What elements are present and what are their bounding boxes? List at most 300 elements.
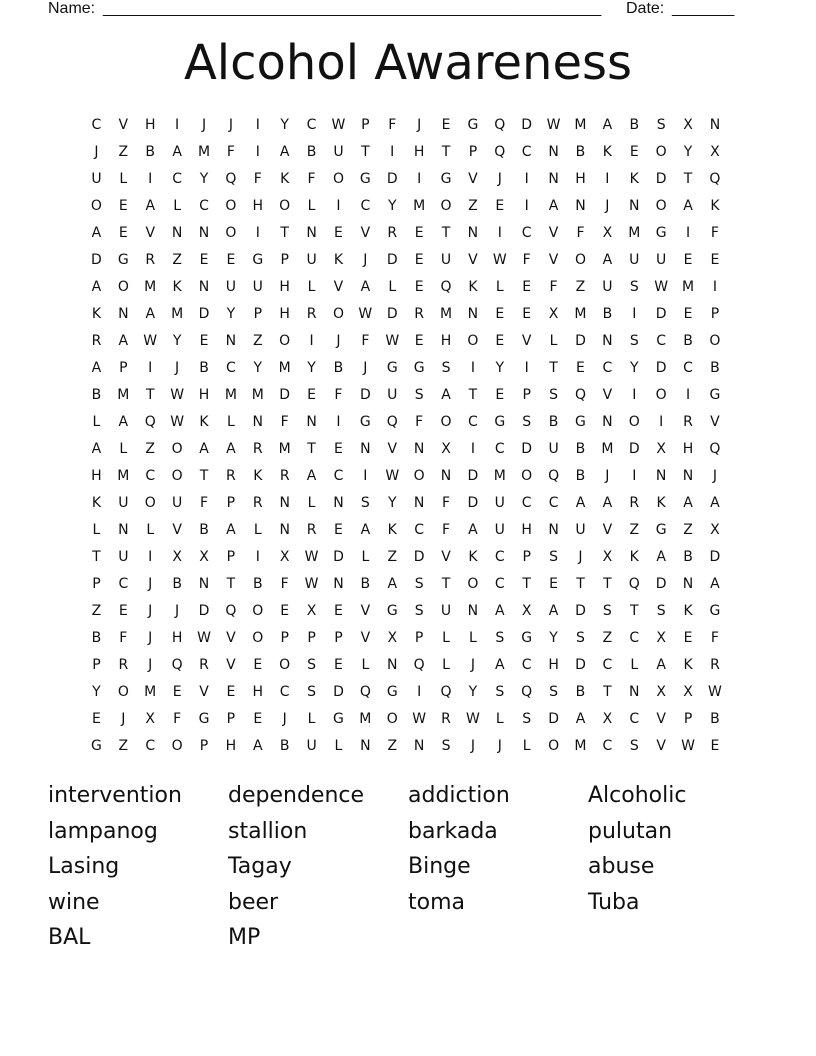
grid-letter: U bbox=[118, 549, 129, 565]
grid-letter: V bbox=[548, 225, 559, 241]
grid-letter: D bbox=[413, 549, 425, 565]
grid-letter: L bbox=[442, 630, 450, 646]
grid-letter: W bbox=[385, 333, 400, 349]
grid-letter: C bbox=[521, 225, 532, 241]
grid-letter: T bbox=[683, 171, 693, 187]
grid-letter: J bbox=[470, 738, 475, 754]
grid-letter: C bbox=[629, 630, 640, 646]
grid-letter: C bbox=[521, 495, 532, 511]
grid-letter: V bbox=[602, 522, 613, 538]
grid-letter: P bbox=[710, 306, 720, 322]
grid-letter: I bbox=[685, 225, 691, 241]
grid-letter: P bbox=[683, 711, 693, 727]
grid-letter: Z bbox=[575, 279, 586, 295]
grid-letter: N bbox=[171, 225, 183, 241]
grid-letter: E bbox=[522, 279, 532, 295]
grid-letter: E bbox=[522, 306, 532, 322]
grid-letter: Z bbox=[252, 333, 263, 349]
grid-letter: A bbox=[91, 441, 102, 457]
grid-letter: B bbox=[683, 333, 693, 349]
grid-letter: W bbox=[681, 738, 695, 754]
grid-letter: A bbox=[253, 738, 263, 754]
grid-letter: C bbox=[521, 144, 532, 160]
grid-letter: C bbox=[279, 684, 290, 700]
grid-letter: U bbox=[306, 252, 317, 268]
grid-letter: D bbox=[575, 333, 586, 349]
grid-letter: L bbox=[630, 657, 639, 673]
grid-letter: P bbox=[253, 306, 263, 322]
grid-letter: K bbox=[683, 603, 693, 619]
grid-letter: J bbox=[175, 603, 180, 619]
grid-letter: Z bbox=[118, 144, 129, 160]
grid-letter: Y bbox=[172, 333, 182, 349]
grid-letter: G bbox=[117, 252, 129, 268]
grid-letter: R bbox=[199, 657, 209, 673]
grid-letter: A bbox=[548, 198, 559, 214]
grid-letter: T bbox=[441, 225, 451, 241]
grid-letter: G bbox=[359, 171, 371, 187]
word-bank-item: beer bbox=[228, 889, 279, 915]
grid-letter: C bbox=[548, 495, 559, 511]
grid-letter: O bbox=[332, 306, 344, 322]
grid-letter: R bbox=[252, 441, 263, 457]
grid-letter: C bbox=[629, 711, 640, 727]
word-bank-item: Alcoholic bbox=[588, 783, 687, 808]
grid-letter: S bbox=[441, 738, 451, 754]
grid-letter: A bbox=[548, 603, 559, 619]
grid-letter: C bbox=[468, 414, 478, 430]
grid-letter: R bbox=[118, 657, 129, 673]
grid-letter: O bbox=[548, 738, 560, 754]
grid-letter: B bbox=[575, 684, 586, 700]
grid-letter: O bbox=[655, 144, 667, 160]
grid-letter: Q bbox=[144, 414, 156, 430]
grid-letter: B bbox=[199, 522, 209, 538]
grid-letter: N bbox=[413, 738, 425, 754]
grid-letter: F bbox=[253, 171, 262, 187]
grid-letter: N bbox=[306, 225, 317, 241]
grid-letter: U bbox=[602, 279, 613, 295]
grid-letter: N bbox=[629, 198, 640, 214]
grid-letter: W bbox=[492, 252, 507, 268]
grid-letter: W bbox=[143, 333, 158, 349]
grid-letter: F bbox=[549, 279, 558, 295]
grid-letter: V bbox=[656, 711, 666, 727]
grid-letter: S bbox=[495, 630, 505, 646]
grid-letter: D bbox=[386, 252, 398, 268]
grid-letter: M bbox=[144, 279, 157, 295]
grid-letter: I bbox=[497, 225, 502, 241]
grid-letter: X bbox=[279, 549, 290, 565]
grid-letter: A bbox=[118, 333, 129, 349]
grid-letter: V bbox=[360, 630, 371, 646]
grid-letter: S bbox=[414, 387, 424, 403]
grid-letter: V bbox=[118, 117, 129, 133]
grid-letter: D bbox=[655, 360, 667, 376]
page-title: Alcohol Awareness bbox=[183, 35, 633, 91]
grid-letter: G bbox=[655, 225, 667, 241]
grid-letter: A bbox=[360, 279, 371, 295]
grid-letter: C bbox=[602, 738, 613, 754]
grid-letter: S bbox=[549, 387, 559, 403]
grid-letter: B bbox=[360, 576, 371, 592]
grid-letter: I bbox=[524, 360, 529, 376]
word-bank-item: Binge bbox=[408, 854, 471, 880]
word-bank-item: MP bbox=[228, 925, 261, 951]
grid-letter: P bbox=[522, 549, 531, 565]
grid-letter: K bbox=[199, 414, 209, 430]
grid-letter: J bbox=[497, 171, 502, 187]
grid-letter: C bbox=[226, 360, 236, 376]
grid-letter: J bbox=[336, 333, 341, 349]
grid-letter: E bbox=[334, 657, 343, 673]
grid-letter: M bbox=[601, 441, 614, 457]
grid-letter: C bbox=[602, 657, 613, 673]
grid-letter: R bbox=[710, 657, 720, 673]
grid-letter: L bbox=[469, 630, 477, 646]
grid-letter: L bbox=[92, 522, 101, 538]
grid-letter: I bbox=[336, 198, 341, 214]
grid-letter: D bbox=[279, 387, 291, 403]
grid-letter: N bbox=[306, 414, 317, 430]
grid-letter: Y bbox=[629, 360, 639, 376]
grid-letter: L bbox=[495, 711, 504, 727]
grid-letter: O bbox=[171, 441, 183, 457]
grid-letter: J bbox=[363, 360, 368, 376]
grid-letter: Q bbox=[628, 576, 640, 592]
grid-letter: H bbox=[413, 144, 425, 160]
grid-letter: U bbox=[440, 252, 452, 268]
grid-letter: W bbox=[412, 711, 427, 727]
grid-letter: Q bbox=[494, 144, 506, 160]
word-bank-item: BAL bbox=[48, 925, 91, 951]
grid-letter: G bbox=[386, 603, 398, 619]
grid-letter: M bbox=[278, 441, 291, 457]
grid-letter: A bbox=[91, 360, 102, 376]
grid-letter: Z bbox=[602, 630, 613, 646]
grid-letter: B bbox=[252, 576, 263, 592]
grid-letter: E bbox=[334, 441, 343, 457]
grid-letter: A bbox=[575, 495, 586, 511]
word-bank-item: barkada bbox=[408, 818, 498, 844]
grid-letter: F bbox=[710, 630, 719, 646]
grid-letter: D bbox=[198, 306, 210, 322]
grid-letter: I bbox=[659, 414, 664, 430]
grid-letter: E bbox=[118, 603, 128, 619]
grid-letter: L bbox=[361, 549, 370, 565]
grid-letter: G bbox=[709, 387, 721, 403]
grid-letter: U bbox=[333, 144, 344, 160]
grid-letter: I bbox=[712, 279, 717, 295]
grid-letter: Y bbox=[253, 360, 263, 376]
grid-letter: K bbox=[710, 198, 720, 214]
grid-letter: Y bbox=[199, 171, 209, 187]
grid-letter: U bbox=[91, 171, 102, 187]
grid-letter: N bbox=[467, 603, 479, 619]
grid-letter: J bbox=[148, 603, 153, 619]
grid-letter: W bbox=[358, 306, 373, 322]
grid-letter: R bbox=[252, 495, 263, 511]
grid-letter: T bbox=[280, 225, 289, 241]
grid-letter: M bbox=[224, 387, 237, 403]
grid-letter: M bbox=[574, 306, 587, 322]
grid-letter: S bbox=[629, 279, 639, 295]
grid-letter: E bbox=[334, 225, 343, 241]
grid-letter: O bbox=[440, 414, 452, 430]
grid-letter: I bbox=[175, 117, 180, 133]
grid-letter: M bbox=[144, 684, 157, 700]
grid-letter: V bbox=[521, 333, 532, 349]
grid-letter: L bbox=[146, 522, 155, 538]
grid-letter: E bbox=[414, 252, 424, 268]
grid-letter: J bbox=[712, 468, 717, 484]
grid-letter: A bbox=[683, 198, 693, 214]
grid-letter: S bbox=[307, 684, 317, 700]
name-field[interactable]: ________________________________________________________ bbox=[103, 0, 602, 17]
grid-letter: W bbox=[385, 468, 400, 484]
grid-letter: H bbox=[575, 171, 586, 187]
grid-letter: A bbox=[602, 495, 613, 511]
grid-letter: Y bbox=[468, 684, 478, 700]
grid-letter: C bbox=[306, 117, 317, 133]
grid-letter: Q bbox=[413, 657, 425, 673]
grid-letter: J bbox=[148, 576, 153, 592]
grid-letter: Q bbox=[548, 468, 560, 484]
grid-letter: A bbox=[91, 225, 102, 241]
grid-letter: P bbox=[226, 711, 236, 727]
word-bank-item: lampanog bbox=[48, 818, 158, 844]
date-field[interactable]: _______ bbox=[672, 0, 735, 17]
grid-letter: M bbox=[171, 306, 184, 322]
grid-letter: O bbox=[252, 630, 264, 646]
grid-letter: E bbox=[576, 360, 585, 376]
grid-letter: B bbox=[683, 549, 693, 565]
grid-letter: X bbox=[602, 549, 613, 565]
grid-letter: L bbox=[226, 414, 235, 430]
grid-letter: B bbox=[145, 144, 156, 160]
grid-letter: I bbox=[255, 549, 260, 565]
grid-letter: O bbox=[386, 711, 398, 727]
grid-letter: D bbox=[386, 171, 398, 187]
grid-letter: L bbox=[388, 279, 397, 295]
grid-letter: V bbox=[656, 738, 666, 754]
grid-letter: Y bbox=[226, 306, 236, 322]
letter-grid bbox=[83, 112, 728, 760]
grid-letter: E bbox=[199, 252, 209, 268]
grid-letter: D bbox=[628, 441, 640, 457]
grid-letter: T bbox=[549, 360, 558, 376]
grid-letter: P bbox=[468, 144, 478, 160]
grid-letter: R bbox=[91, 333, 102, 349]
grid-letter: C bbox=[172, 171, 182, 187]
grid-letter: A bbox=[710, 495, 720, 511]
grid-letter: V bbox=[226, 657, 236, 673]
grid-letter: Y bbox=[549, 630, 558, 646]
grid-letter: V bbox=[333, 279, 344, 295]
grid-letter: V bbox=[172, 522, 182, 538]
grid-letter: I bbox=[470, 441, 475, 457]
grid-letter: G bbox=[386, 684, 398, 700]
grid-letter: W bbox=[465, 711, 480, 727]
grid-letter: T bbox=[226, 576, 236, 592]
grid-letter: N bbox=[602, 414, 613, 430]
grid-letter: N bbox=[118, 522, 129, 538]
grid-letter: K bbox=[172, 279, 182, 295]
grid-letter: E bbox=[172, 684, 182, 700]
grid-letter: E bbox=[441, 117, 451, 133]
grid-letter: C bbox=[91, 117, 102, 133]
grid-letter: H bbox=[252, 198, 264, 214]
grid-letter: O bbox=[171, 738, 183, 754]
grid-letter: J bbox=[363, 252, 368, 268]
grid-letter: A bbox=[602, 252, 613, 268]
grid-letter: X bbox=[683, 117, 693, 133]
grid-letter: L bbox=[92, 414, 101, 430]
grid-letter: W bbox=[170, 387, 185, 403]
grid-letter: A bbox=[387, 576, 398, 592]
grid-letter: G bbox=[467, 117, 479, 133]
grid-letter: D bbox=[333, 684, 344, 700]
grid-letter: P bbox=[307, 630, 316, 646]
grid-letter: C bbox=[494, 576, 505, 592]
grid-letter: V bbox=[360, 603, 371, 619]
grid-letter: H bbox=[144, 117, 156, 133]
grid-letter: E bbox=[495, 306, 505, 322]
grid-letter: S bbox=[495, 684, 505, 700]
grid-letter: L bbox=[522, 738, 531, 754]
grid-letter: S bbox=[414, 603, 424, 619]
grid-letter: B bbox=[172, 576, 182, 592]
grid-letter: F bbox=[576, 225, 585, 241]
grid-letter: E bbox=[226, 252, 236, 268]
grid-letter: I bbox=[685, 387, 691, 403]
grid-letter: H bbox=[440, 333, 452, 349]
grid-letter: E bbox=[414, 225, 424, 241]
grid-letter: S bbox=[522, 711, 532, 727]
grid-letter: S bbox=[576, 630, 585, 646]
grid-letter: I bbox=[417, 684, 422, 700]
grid-letter: E bbox=[92, 711, 101, 727]
grid-letter: I bbox=[390, 144, 395, 160]
grid-letter: W bbox=[304, 549, 319, 565]
grid-letter: E bbox=[549, 576, 559, 592]
grid-letter: E bbox=[307, 387, 316, 403]
grid-letter: Q bbox=[225, 171, 237, 187]
grid-letter: R bbox=[387, 225, 398, 241]
grid-letter: J bbox=[417, 117, 422, 133]
grid-letter: I bbox=[148, 171, 153, 187]
grid-letter: D bbox=[521, 117, 533, 133]
grid-letter: G bbox=[359, 414, 371, 430]
grid-letter: T bbox=[307, 441, 316, 457]
grid-letter: Q bbox=[386, 414, 398, 430]
grid-letter: Q bbox=[171, 657, 183, 673]
grid-letter: Z bbox=[145, 441, 156, 457]
grid-letter: U bbox=[252, 279, 263, 295]
grid-letter: H bbox=[91, 468, 102, 484]
grid-letter: H bbox=[279, 306, 290, 322]
grid-letter: D bbox=[333, 549, 344, 565]
grid-letter: V bbox=[145, 225, 156, 241]
grid-letter: U bbox=[440, 603, 452, 619]
grid-letter: M bbox=[117, 468, 130, 484]
grid-letter: V bbox=[360, 225, 371, 241]
grid-letter: G bbox=[333, 711, 344, 727]
grid-letter: F bbox=[441, 522, 451, 538]
grid-letter: A bbox=[656, 657, 666, 673]
grid-letter: X bbox=[710, 144, 720, 160]
grid-letter: U bbox=[494, 522, 505, 538]
grid-letter: F bbox=[361, 333, 370, 349]
grid-letter: H bbox=[521, 522, 532, 538]
grid-letter: K bbox=[629, 549, 639, 565]
grid-letter: B bbox=[548, 414, 559, 430]
grid-letter: O bbox=[117, 279, 129, 295]
grid-letter: Y bbox=[307, 360, 316, 376]
grid-letter: U bbox=[494, 495, 505, 511]
grid-letter: D bbox=[709, 549, 721, 565]
grid-letter: O bbox=[279, 198, 291, 214]
grid-letter: U bbox=[548, 441, 559, 457]
grid-letter: P bbox=[522, 387, 531, 403]
grid-letter: E bbox=[710, 738, 720, 754]
grid-letter: X bbox=[441, 441, 451, 457]
grid-letter: X bbox=[199, 549, 209, 565]
grid-letter: H bbox=[682, 441, 694, 457]
grid-letter: H bbox=[279, 279, 290, 295]
grid-letter: N bbox=[655, 468, 667, 484]
grid-letter: L bbox=[307, 495, 316, 511]
grid-letter: P bbox=[361, 117, 370, 133]
grid-letter: I bbox=[524, 198, 529, 214]
grid-letter: E bbox=[118, 198, 128, 214]
grid-letter: N bbox=[709, 117, 721, 133]
grid-letter: X bbox=[306, 603, 317, 619]
grid-letter: F bbox=[441, 495, 451, 511]
grid-letter: V bbox=[441, 549, 451, 565]
grid-letter: T bbox=[603, 576, 612, 592]
grid-letter: X bbox=[602, 225, 613, 241]
grid-letter: M bbox=[359, 711, 372, 727]
grid-letter: G bbox=[386, 360, 398, 376]
grid-letter: S bbox=[629, 738, 639, 754]
grid-letter: S bbox=[629, 333, 639, 349]
grid-letter: B bbox=[575, 144, 586, 160]
grid-letter: D bbox=[655, 306, 667, 322]
word-bank-item: abuse bbox=[588, 854, 655, 880]
grid-letter: A bbox=[683, 495, 693, 511]
grid-letter: V bbox=[199, 684, 209, 700]
grid-letter: P bbox=[92, 576, 101, 592]
grid-letter: O bbox=[252, 603, 264, 619]
grid-letter: W bbox=[170, 414, 185, 430]
grid-letter: D bbox=[655, 171, 667, 187]
grid-letter: S bbox=[656, 603, 666, 619]
grid-letter: L bbox=[442, 657, 450, 673]
grid-letter: N bbox=[118, 306, 129, 322]
grid-letter: N bbox=[682, 576, 694, 592]
grid-letter: V bbox=[710, 414, 720, 430]
date-label: Date: bbox=[626, 0, 665, 17]
grid-letter: P bbox=[226, 495, 236, 511]
grid-letter: S bbox=[414, 576, 424, 592]
grid-letter: M bbox=[197, 144, 211, 160]
grid-letter: T bbox=[199, 468, 209, 484]
grid-letter: F bbox=[199, 495, 209, 511]
grid-letter: D bbox=[548, 711, 559, 727]
grid-letter: J bbox=[121, 711, 126, 727]
grid-letter: Z bbox=[387, 549, 398, 565]
